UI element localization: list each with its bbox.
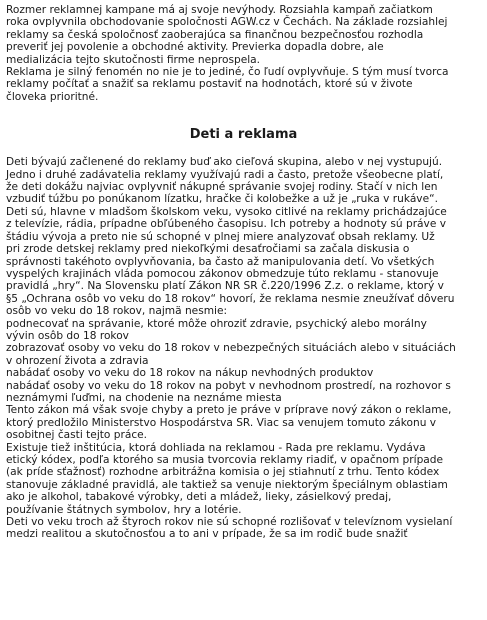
body-text-line: neznámymi ľuďmi, na chodenie na neznáme miesta [6,391,282,404]
body-text-line: podnecovať na správanie, ktoré môže ohroziť zdravie, psychický alebo morálny [6,317,427,330]
body-text-line: ako je alkohol, tabakové výrobky, deti a mládež, lieky, zásielkový predaj, [6,491,392,504]
intro-text-line: reklamy počítať a snažiť sa reklamu postaviť na hodnotách, ktoré sú v živote [6,78,413,91]
intro-text-line: človeka prioritné. [6,90,99,103]
intro-section [6,4,481,103]
body-text-line: vyspelých krajinách vláda pomocou zákonov obmedzuje túto reklamu - stanovuje [6,267,439,280]
intro-text-line: reklamy sa česká spoločnosť zaoberajúca sa finančnou bezpečnosťou rozhodla [6,28,424,41]
body-text-line: správnosti takéhoto ovplyvňovania, ba často až manipulovania detí. Vo všetkých [6,255,435,268]
intro-text-line: Reklama je silný fenomén no nie je to jediné, čo ľudí ovplyvňuje. S tým musí tvorca [6,66,449,79]
body-text-line: v ohrození života a zdravia [6,354,149,367]
body-text-line: stanovuje základné pravidlá, ale taktiež sa venuje niektorým špeciálnym oblastiam [6,478,448,491]
intro-text-line: roka ovplyvnila obchodovanie spoločnosti AGW.cz v Čechách. Na základe rozsiahlej [6,16,448,29]
body-text-line: zobrazovať osoby vo veku do 18 rokov v nebezpečných situáciách alebo v situáciách [6,342,456,355]
body-text-line: pri zrode detskej reklamy pred niekoľkými desaťročiami sa začala diskusia o [6,243,410,256]
body-text-line: etický kódex, podľa ktorého sa musia tvorcovia reklamy riadiť, v opačnom prípade [6,454,444,466]
body-text-line: medzi realitou a skutočnosťou a to ani v prípade, že sa im rodič bude snažiť [6,528,408,541]
section-heading: Deti a reklama [189,127,298,143]
body-section [6,156,481,541]
body-text-line: vzbudiť túžbu po ponúkanom lízatku, hračke či kolobežke a už je „ruka v rukáve“. [6,193,438,206]
body-text-line: že deti dokážu najviac ovplyvniť nákupné správanie svojej rodiny. Stačí v nich len [6,181,438,194]
body-text-line: nabádať osoby vo veku do 18 rokov na pobyt v nevhodnom prostredí, na rozhovor s [6,379,451,392]
intro-text-line: Rozmer reklamnej kampane má aj svoje nevýhody. Rozsiahla kampaň začiatkom [6,4,433,16]
intro-text-line: medializácia tejto skutočnosti firme neprospela. [6,53,261,66]
body-text-line: Tento zákon má však svoje chyby a preto je práve v príprave nový zákon o reklame, [6,404,452,417]
body-text-line: Deti bývajú začlenené do reklamy buď ako cieľová skupina, alebo v nej vystupujú. [6,156,443,169]
body-text-line: nabádať osoby vo veku do 18 rokov na nákup nevhodných produktov [6,367,374,380]
body-text-line: osobitnej časti tejto práce. [6,429,148,442]
body-text-line: §5 „Ochrana osôb vo veku do 18 rokov“ hovorí, že reklama nesmie zneužívať dôveru [6,292,455,305]
body-text-line: štádiu vývoja a preto nie sú schopné v plnej miere analyzovať obsah reklamy. Už [6,230,435,243]
body-text-line: Jedno i druhé zadávatelia reklamy využívajú radi a často, pretože všeobecne platí, [6,168,444,181]
body-text-line: Deti sú, hlavne v mladšom školskom veku, vysoko citlivé na reklamy prichádzajúce [6,205,447,218]
body-text-line: z televízie, rádia, prípadne obľúbeného časopisu. Ich potreby a hodnoty sú práve v [6,218,446,231]
heading-wrap [6,103,481,156]
body-text-line: vývin osôb do 18 rokov [6,329,129,342]
body-text-line: Deti vo veku troch až štyroch rokov nie sú schopné rozlišovať v televíznom vysielaní [6,516,453,529]
body-text-line: pravidlá „hry“. Na Slovensku platí Zákon NR SR č.220/1996 Z.z. o reklame, ktorý v [6,280,444,293]
body-text-line: používanie štátnych symbolov, hry a lotérie. [6,503,242,516]
body-text-line: osôb vo veku do 18 rokov, najmä nesmie: [6,305,228,318]
body-text-line: Existuje tiež inštitúcia, ktorá dohliada na reklamou - Rada pre reklamu. Vydáva [6,441,426,454]
body-text-line: (ak príde sťažnosť) rozhodne arbitrážna komisia o jej stiahnutí z trhu. Tento kódex [6,466,440,479]
body-text-line: ktorý predložilo Ministerstvo Hospodárstva SR. Viac sa venujem tomuto zákonu v [6,416,437,429]
intro-text-line: preveriť jej povolenie a obchodné aktivity. Previerka dopadla dobre, ale [6,41,384,54]
